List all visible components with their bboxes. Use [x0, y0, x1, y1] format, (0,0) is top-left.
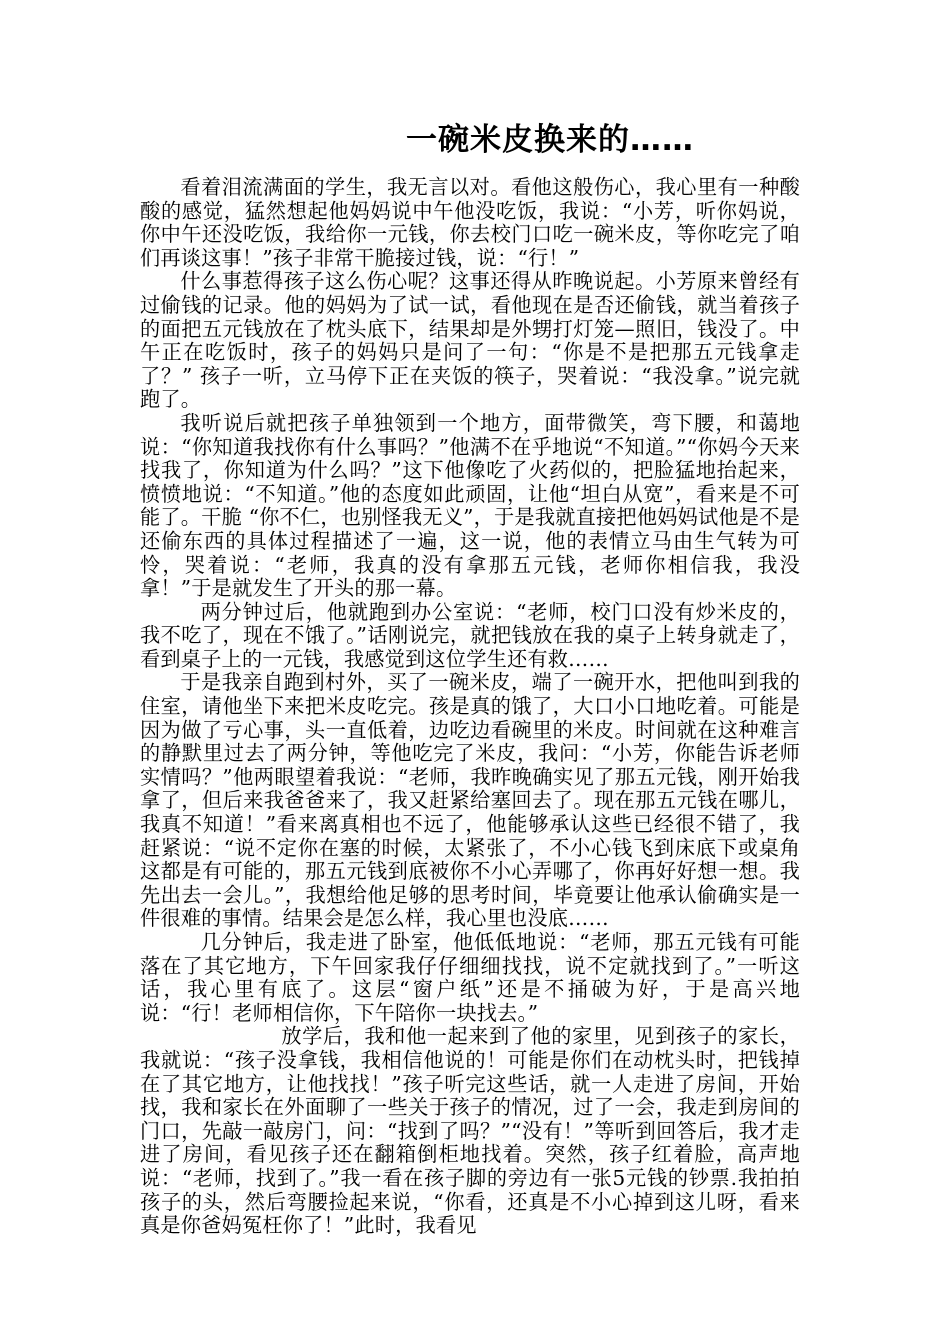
paragraph-3: 我听说后就把孩子单独领到一个地方，面带微笑，弯下腰，和蔼地说：“你知道我找你有什么事吗？”他满不在乎地说“不知道。”“你妈今天来找我了，你知道为什么吗？”这下他像吃了火药似的，把脸猛地抬起来，愤愤地说：“不知道。”他的态度如此顽固，让他“坦白从宽”，看来是不可能了。干脆 “你不仁，也别怪我无义”，于是我就直接把他妈妈试他是不是还偷东西的具体过程描述了一遍，这一说，他的表情立马由生气转为可怜，哭着说：“老师，我真的没有拿那五元钱，老师你相信我，我没拿！”于是就发生了开头的那一幕。 [140, 410, 800, 601]
document-title: 一碗米皮换来的…… [406, 122, 694, 158]
document-page [140, 118, 800, 1238]
paragraph-7: 放学后，我和他一起来到了他的家里，见到孩子的家长，我就说：“孩子没拿钱，我相信他说的！可能是你们在动枕头时，把钱掉在了其它地方，让他找找！”孩子听完这些话，就一人走进了房间，开始找，我和家长在外面聊了一些关于孩子的情况，过了一会，我走到房间的门口，先敲一敲房门，问：“找到了吗？”“没有！”等听到回答后，我才走进了房间，看见孩子还在翻箱倒柜地找着。突然，孩子红着脸，高声地说：“老师，找到了。”我一看在孩子脚的旁边有一张5元钱的钞票.我拍拍孩子的头，然后弯腰捡起来说，“你看，还真是不小心掉到这儿呀，看来真是你爸妈冤枉你了！”此时，我看见 [140, 1024, 800, 1238]
paragraph-1: 看着泪流满面的学生，我无言以对。看他这般伤心，我心里有一种酸酸的感觉，猛然想起他妈妈说中午他没吃饭，我说：“小芳，听你妈说，你中午还没吃饭，我给你一元钱，你去校门口吃一碗米皮，等你吃完了咱们再谈这事！”孩子非常干脆接过钱，说：“行！” [140, 175, 800, 270]
paragraph-4: 两分钟过后，他就跑到办公室说：“老师，校门口没有炒米皮的，我不吃了，现在不饿了。”话刚说完，就把钱放在我的桌子上转身就走了，看到桌子上的一元钱，我感觉到这位学生还有救…… [140, 599, 800, 671]
paragraph-5: 于是我亲自跑到村外，买了一碗米皮，端了一碗开水，把他叫到我的住室，请他坐下来把米皮吃完。孩是真的饿了，大口小口地吃着。可能是因为做了亏心事，头一直低着，边吃边看碗里的米皮。时间就在这种难言的静默里过去了两分钟，等他吃完了米皮，我问：“小芳，你能告诉老师实情吗？”他两眼望着我说：“老师，我昨晚确实见了那五元钱，刚开始我拿了，但后来我爸爸来了，我又赶紧给塞回去了。现在那五元钱在哪儿，我真不知道！”看来离真相也不远了，他能够承认这些已经很不错了，我赶紧说：“说不定你在塞的时候，太紧张了，不小心钱飞到床底下或桌角这都是有可能的，那五元钱到底被你不小心弄哪了，你再好好想一想。我先出去一会儿。”，我想给他足够的思考时间，毕竟要让他承认偷确实是一件很难的事情。结果会是怎么样，我心里也没底…… [140, 670, 800, 931]
paragraph-6: 几分钟后，我走进了卧室，他低低地说：“老师，那五元钱有可能落在了其它地方，下午回家我仔仔细细找找，说不定就找到了。”一听这话，我心里有底了。这层“窗户纸”还是不捅破为好，于是高兴地说：“行！老师相信你，下午陪你一块找去。” [140, 930, 800, 1025]
paragraph-2: 什么事惹得孩子这么伤心呢？这事还得从昨晚说起。小芳原来曾经有过偷钱的记录。他的妈妈为了试一试，看他现在是否还偷钱，就当着孩子的面把五元钱放在了枕头底下，结果却是外甥打灯笼—照旧，钱没了。中午正在吃饭时，孩子的妈妈只是问了一句：“你是不是把那五元钱拿走了？” 孩子一听，立马停下正在夹饭的筷子，哭着说：“我没拿。”说完就跑了。 [140, 269, 800, 412]
